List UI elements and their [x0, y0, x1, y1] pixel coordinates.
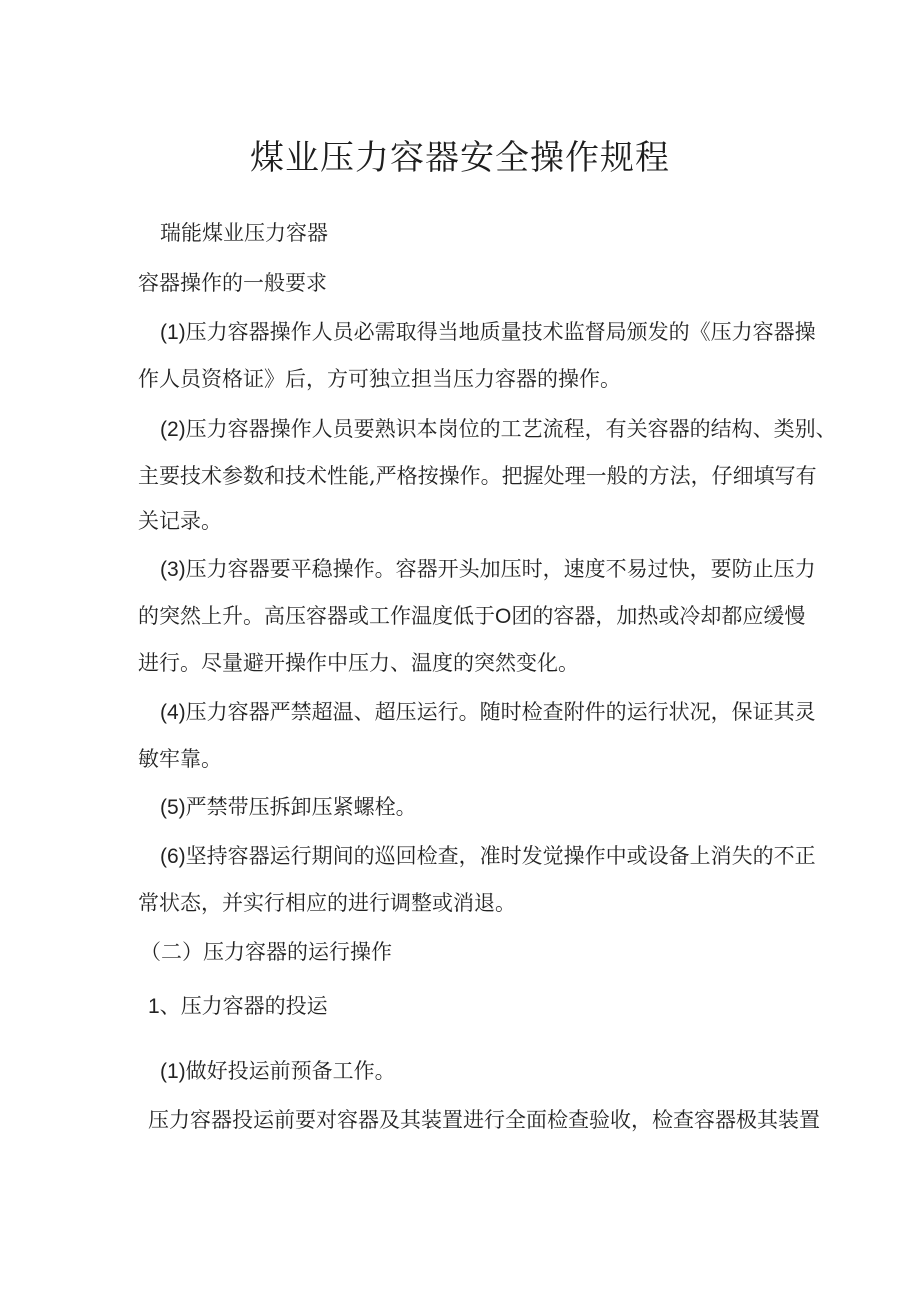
item-3-line-2: 的突然上升。高压容器或工作温度低于O团的容器，加热或冷却都应缓慢	[138, 604, 806, 628]
item-1-line-2: 作人员资格证》后，方可独立担当压力容器的操作。	[138, 367, 621, 391]
item-2-line-1: (2)压力容器操作人员要熟识本岗位的工艺流程，有关容器的结构、类别、	[160, 417, 837, 441]
section-heading-general: 容器操作的一般要求	[138, 271, 327, 295]
item-6-number: (6)	[160, 845, 186, 868]
document-subtitle: 瑞能煤业压力容器	[160, 221, 328, 245]
item-5-line-1: (5)严禁带压拆卸压紧螺栓。	[160, 795, 417, 819]
subsection-1-number: 1、	[148, 995, 181, 1018]
item-4-line-2: 敏牢靠。	[138, 747, 222, 771]
document-title: 煤业压力容器安全操作规程	[250, 138, 670, 178]
item-6-line-2: 常状态，并实行相应的进行调整或消退。	[138, 891, 516, 915]
section-heading-operation: （二）压力容器的运行操作	[140, 940, 392, 964]
sub-item-1: (1)做好投运前预备工作。	[160, 1059, 396, 1083]
item-4-line-1: (4)压力容器严禁超温、超压运行。随时检查附件的运行状况，保证其灵	[160, 700, 816, 724]
item-3-line-1: (3)压力容器要平稳操作。容器开头加压时，速度不易过快，要防止压力	[160, 557, 816, 581]
item-4-number: (4)	[160, 701, 186, 724]
item-1-number: (1)	[160, 321, 186, 344]
item-3-number: (3)	[160, 558, 186, 581]
item-2-line-2: 主要技术参数和技术性能,严格按操作。把握处理一般的方法，仔细填写有	[138, 464, 817, 488]
item-2-line-3: 关记录。	[138, 509, 222, 533]
item-6-line-1: (6)坚持容器运行期间的巡回检查，准时发觉操作中或设备上消失的不正	[160, 844, 816, 868]
item-2-number: (2)	[160, 418, 186, 441]
subsection-heading-1: 1、压力容器的投运	[148, 994, 328, 1018]
last-paragraph-line: 压力容器投运前要对容器及其装置进行全面检查验收，检查容器极其装置	[148, 1108, 820, 1132]
item-3-line-3: 进行。尽量避开操作中压力、温度的突然变化。	[138, 651, 579, 675]
item-5-number: (5)	[160, 796, 186, 819]
sub-item-1-number: (1)	[160, 1060, 186, 1083]
item-1-line-1: (1)压力容器操作人员必需取得当地质量技术监督局颁发的《压力容器操	[160, 320, 816, 344]
